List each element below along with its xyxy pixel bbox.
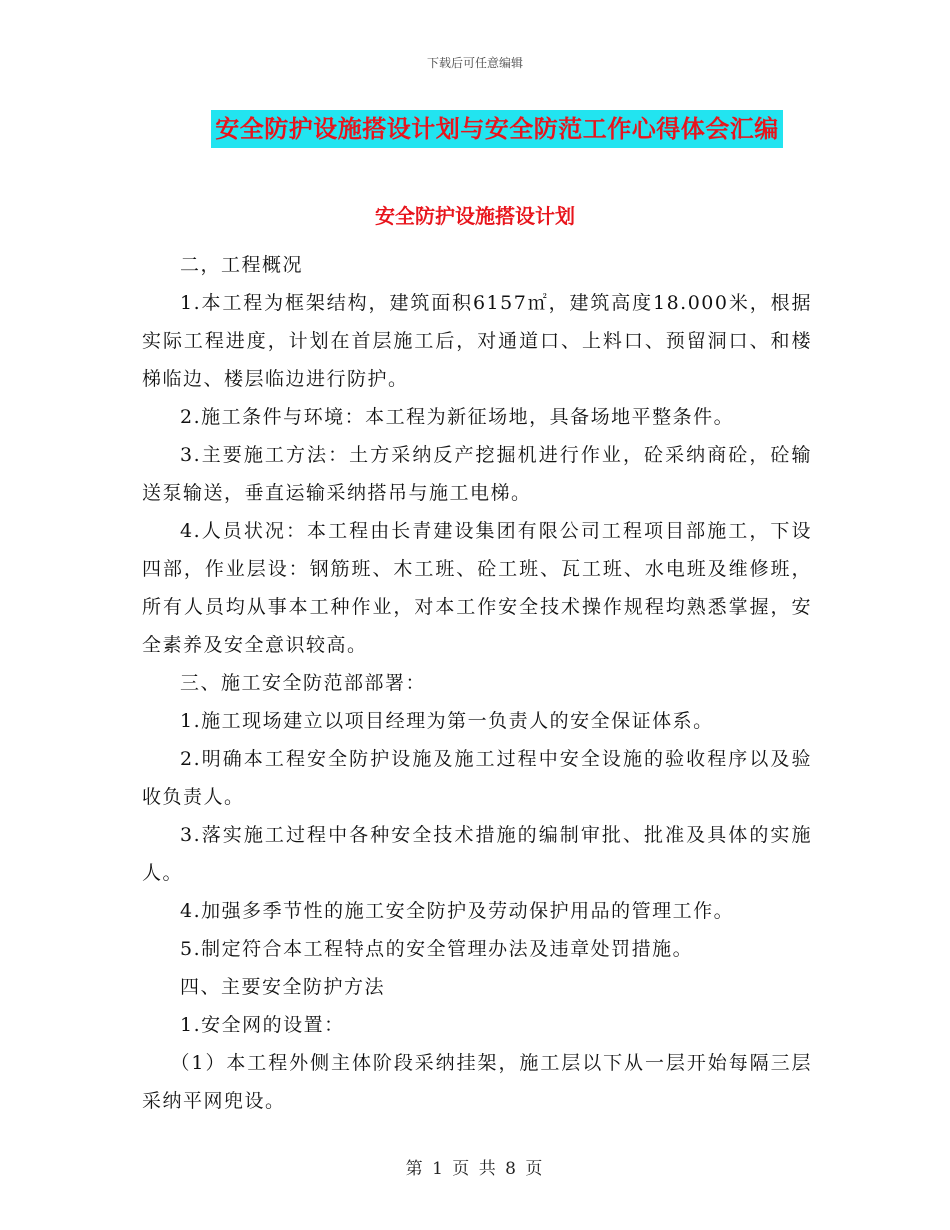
paragraph: 1.本工程为框架结构，建筑面积6157㎡，建筑高度18.000米，根据实际工程进度，计划在首层施工后，对通道口、上料口、预留洞口、和楼梯临边、楼层临边进行防护。 [142, 292, 812, 390]
paragraph: 4.人员状况：本工程由长青建设集团有限公司工程项目部施工，下设四部，作业层设：钢筋班、木工班、砼工班、瓦工班、水电班及维修班，所有人员均从事本工种作业，对本工作安全技术操作规程均熟悉掌握，安全素养及安全意识较高。 [142, 520, 812, 656]
paragraph: 3.主要施工方法：土方采纳反产挖掘机进行作业，砼采纳商砼，砼输送泵输送，垂直运输采纳搭吊与施工电梯。 [142, 444, 812, 504]
paragraph: 四、主要安全防护方法 [180, 976, 386, 998]
paragraph: 1.安全网的设置： [180, 1014, 345, 1036]
page-footer: 第 1 页 共 8 页 [405, 1159, 545, 1179]
paragraph: （1）本工程外侧主体阶段采纳挂架，施工层以下从一层开始每隔三层采纳平网兜设。 [142, 1052, 812, 1112]
main-title-wrap [0, 110, 950, 148]
paragraph: 3.落实施工过程中各种安全技术措施的编制审批、批准及具体的实施人。 [142, 824, 812, 884]
paragraph: 1.施工现场建立以项目经理为第一负责人的安全保证体系。 [180, 710, 714, 732]
paragraph: 2.明确本工程安全防护设施及施工过程中安全设施的验收程序以及验收负责人。 [142, 748, 812, 808]
main-title: 安全防护设施搭设计划与安全防范工作心得体会汇编 [211, 110, 783, 148]
header-note: 下载后可任意编辑 [426, 56, 523, 70]
section-title: 安全防护设施搭设计划 [375, 204, 575, 228]
paragraph: 二，工程概况 [180, 254, 304, 276]
paragraph: 三、施工安全防范部部署： [180, 672, 427, 694]
paragraph: 2.施工条件与环境：本工程为新征场地，具备场地平整条件。 [180, 406, 735, 428]
paragraph: 5.制定符合本工程特点的安全管理办法及违章处罚措施。 [180, 938, 694, 960]
paragraph: 4.加强多季节性的施工安全防护及劳动保护用品的管理工作。 [180, 900, 735, 922]
body-content [142, 246, 812, 1120]
